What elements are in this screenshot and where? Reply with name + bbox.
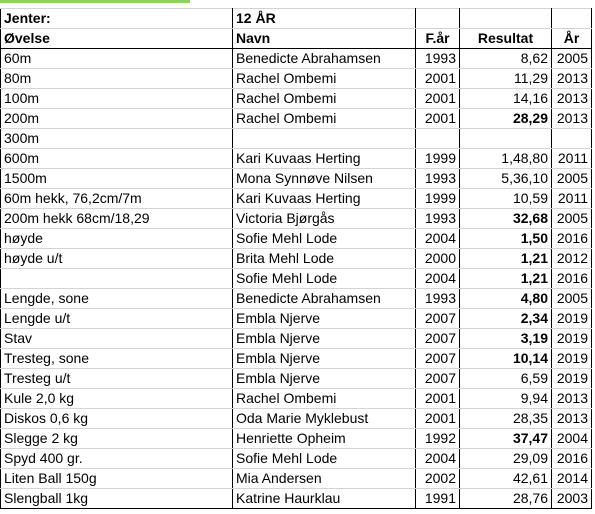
result-cell[interactable]: 10,14	[460, 349, 552, 369]
result-cell[interactable]: 29,09	[460, 449, 552, 469]
name-cell[interactable]: Sofie Mehl Lode	[233, 229, 416, 249]
born-cell[interactable]: 1993	[416, 169, 460, 189]
result-cell[interactable]: 5,36,10	[460, 169, 552, 189]
name-cell[interactable]: Katrine Haurklau	[233, 489, 416, 509]
result-cell[interactable]: 2,34	[460, 309, 552, 329]
born-cell[interactable]: 2002	[416, 469, 460, 489]
event-cell[interactable]: Lengde, sone	[1, 289, 233, 309]
event-cell[interactable]: 100m	[1, 89, 233, 109]
event-cell[interactable]: Slengball 1kg	[1, 489, 233, 509]
empty-cell[interactable]	[416, 9, 460, 29]
born-cell[interactable]: 2007	[416, 309, 460, 329]
event-cell[interactable]: Kule 2,0 kg	[1, 389, 233, 409]
header-year-cell[interactable]: År	[552, 29, 592, 49]
event-cell[interactable]: 300m	[1, 129, 233, 149]
table-row	[1, 289, 592, 309]
born-cell[interactable]: 2000	[416, 249, 460, 269]
year-cell[interactable]: 2004	[552, 429, 592, 449]
header-row	[1, 29, 592, 49]
born-cell[interactable]: 2007	[416, 329, 460, 349]
result-cell[interactable]: 28,29	[460, 109, 552, 129]
born-cell[interactable]: 2001	[416, 69, 460, 89]
name-cell[interactable]: Benedicte Abrahamsen	[233, 289, 416, 309]
name-cell[interactable]: Henriette Opheim	[233, 429, 416, 449]
name-cell[interactable]: Rachel Ombemi	[233, 69, 416, 89]
event-cell[interactable]: Lengde u/t	[1, 309, 233, 329]
born-cell[interactable]	[416, 129, 460, 149]
table-row	[1, 329, 592, 349]
table-row	[1, 349, 592, 369]
year-cell[interactable]: 2005	[552, 169, 592, 189]
result-cell[interactable]: 42,61	[460, 469, 552, 489]
year-cell[interactable]: 2016	[552, 449, 592, 469]
born-cell[interactable]: 1991	[416, 489, 460, 509]
event-cell[interactable]: Tresteg u/t	[1, 369, 233, 389]
event-cell[interactable]: 60m	[1, 49, 233, 69]
result-cell[interactable]	[460, 129, 552, 149]
event-cell[interactable]: Spyd 400 gr.	[1, 449, 233, 469]
name-cell[interactable]: Brita Mehl Lode	[233, 249, 416, 269]
event-cell[interactable]: høyde u/t	[1, 249, 233, 269]
result-cell[interactable]: 11,29	[460, 69, 552, 89]
born-cell[interactable]: 1993	[416, 49, 460, 69]
selection-accent	[0, 0, 190, 3]
result-cell[interactable]: 1,50	[460, 229, 552, 249]
year-cell[interactable]: 2013	[552, 69, 592, 89]
result-cell[interactable]: 4,80	[460, 289, 552, 309]
name-cell[interactable]: Rachel Ombemi	[233, 89, 416, 109]
name-cell[interactable]: Mona Synnøve Nilsen	[233, 169, 416, 189]
born-cell[interactable]: 2001	[416, 409, 460, 429]
name-cell[interactable]	[233, 129, 416, 149]
born-cell[interactable]: 1993	[416, 289, 460, 309]
born-cell[interactable]: 2007	[416, 369, 460, 389]
empty-cell[interactable]	[460, 9, 552, 29]
event-cell[interactable]: 1500m	[1, 169, 233, 189]
born-cell[interactable]: 2004	[416, 269, 460, 289]
result-cell[interactable]: 8,62	[460, 49, 552, 69]
table-row	[1, 89, 592, 109]
year-cell[interactable]: 2011	[552, 149, 592, 169]
event-cell[interactable]: 60m hekk, 76,2cm/7m	[1, 189, 233, 209]
result-cell[interactable]: 3,19	[460, 329, 552, 349]
table-row	[1, 49, 592, 69]
year-cell[interactable]: 2016	[552, 269, 592, 289]
name-cell[interactable]: Sofie Mehl Lode	[233, 449, 416, 469]
name-cell[interactable]: Kari Kuvaas Herting	[233, 149, 416, 169]
event-cell[interactable]: Diskos 0,6 kg	[1, 409, 233, 429]
header-result-cell[interactable]: Resultat	[460, 29, 552, 49]
table-row	[1, 269, 592, 289]
table-row	[1, 69, 592, 89]
table-row	[1, 249, 592, 269]
born-cell[interactable]: 1999	[416, 149, 460, 169]
event-cell[interactable]: 600m	[1, 149, 233, 169]
table-row	[1, 149, 592, 169]
year-cell[interactable]: 2019	[552, 329, 592, 349]
event-cell[interactable]	[1, 269, 233, 289]
result-cell[interactable]: 28,76	[460, 489, 552, 509]
year-cell[interactable]: 2003	[552, 489, 592, 509]
year-cell[interactable]	[552, 129, 592, 149]
table-row	[1, 129, 592, 149]
table-row	[1, 449, 592, 469]
name-cell[interactable]: Victoria Bjørgås	[233, 209, 416, 229]
event-cell[interactable]: 200m	[1, 109, 233, 129]
empty-cell[interactable]	[552, 9, 592, 29]
born-cell[interactable]: 1999	[416, 189, 460, 209]
table-row	[1, 489, 592, 509]
born-cell[interactable]: 2001	[416, 389, 460, 409]
table-row	[1, 169, 592, 189]
table-row	[1, 469, 592, 489]
header-event-cell[interactable]: Øvelse	[1, 29, 233, 49]
born-cell[interactable]: 2007	[416, 349, 460, 369]
event-cell[interactable]: Stav	[1, 329, 233, 349]
group-row	[1, 9, 592, 29]
name-cell[interactable]: Sofie Mehl Lode	[233, 269, 416, 289]
group-label-cell[interactable]: Jenter:	[1, 9, 233, 29]
table-row	[1, 429, 592, 449]
result-cell[interactable]: 14,16	[460, 89, 552, 109]
year-cell[interactable]: 2012	[552, 249, 592, 269]
header-name-cell[interactable]: Navn	[233, 29, 416, 49]
name-cell[interactable]: Benedicte Abrahamsen	[233, 49, 416, 69]
name-cell[interactable]: Oda Marie Myklebust	[233, 409, 416, 429]
result-cell[interactable]: 10,59	[460, 189, 552, 209]
table-row	[1, 109, 592, 129]
result-cell[interactable]: 1,21	[460, 269, 552, 289]
year-cell[interactable]: 2019	[552, 369, 592, 389]
name-cell[interactable]: Kari Kuvaas Herting	[233, 189, 416, 209]
spreadsheet-top-edge	[0, 0, 595, 8]
born-cell[interactable]: 2004	[416, 229, 460, 249]
event-cell[interactable]: Tresteg, sone	[1, 349, 233, 369]
event-cell[interactable]: 200m hekk 68cm/18,29	[1, 209, 233, 229]
result-cell[interactable]: 6,59	[460, 369, 552, 389]
name-cell[interactable]: Rachel Ombemi	[233, 389, 416, 409]
table-row	[1, 189, 592, 209]
table-row	[1, 409, 592, 429]
result-cell[interactable]: 1,21	[460, 249, 552, 269]
year-cell[interactable]: 2014	[552, 469, 592, 489]
result-cell[interactable]: 32,68	[460, 209, 552, 229]
year-cell[interactable]: 2019	[552, 349, 592, 369]
name-cell[interactable]: Rachel Ombemi	[233, 109, 416, 129]
year-cell[interactable]: 2005	[552, 49, 592, 69]
year-cell[interactable]: 2013	[552, 389, 592, 409]
born-cell[interactable]: 2004	[416, 449, 460, 469]
table-row	[1, 209, 592, 229]
event-cell[interactable]: Liten Ball 150g	[1, 469, 233, 489]
year-cell[interactable]: 2013	[552, 89, 592, 109]
born-cell[interactable]: 1992	[416, 429, 460, 449]
result-cell[interactable]: 28,35	[460, 409, 552, 429]
table-row	[1, 389, 592, 409]
born-cell[interactable]: 1993	[416, 209, 460, 229]
table-row	[1, 229, 592, 249]
year-cell[interactable]: 2013	[552, 409, 592, 429]
event-cell[interactable]: Slegge 2 kg	[1, 429, 233, 449]
name-cell[interactable]: Embla Njerve	[233, 329, 416, 349]
result-cell[interactable]: 9,94	[460, 389, 552, 409]
name-cell[interactable]: Embla Njerve	[233, 349, 416, 369]
age-label-cell[interactable]: 12 ÅR	[233, 9, 416, 29]
table-row	[1, 309, 592, 329]
born-cell[interactable]: 2001	[416, 109, 460, 129]
result-cell[interactable]: 37,47	[460, 429, 552, 449]
records-table	[0, 8, 592, 509]
year-cell[interactable]: 2019	[552, 309, 592, 329]
born-cell[interactable]: 2001	[416, 89, 460, 109]
header-born-cell[interactable]: F.år	[416, 29, 460, 49]
name-cell[interactable]: Embla Njerve	[233, 309, 416, 329]
event-cell[interactable]: 80m	[1, 69, 233, 89]
year-cell[interactable]: 2005	[552, 289, 592, 309]
name-cell[interactable]: Embla Njerve	[233, 369, 416, 389]
year-cell[interactable]: 2005	[552, 209, 592, 229]
year-cell[interactable]: 2013	[552, 109, 592, 129]
name-cell[interactable]: Mia Andersen	[233, 469, 416, 489]
year-cell[interactable]: 2016	[552, 229, 592, 249]
year-cell[interactable]: 2011	[552, 189, 592, 209]
event-cell[interactable]: høyde	[1, 229, 233, 249]
table-row	[1, 369, 592, 389]
result-cell[interactable]: 1,48,80	[460, 149, 552, 169]
